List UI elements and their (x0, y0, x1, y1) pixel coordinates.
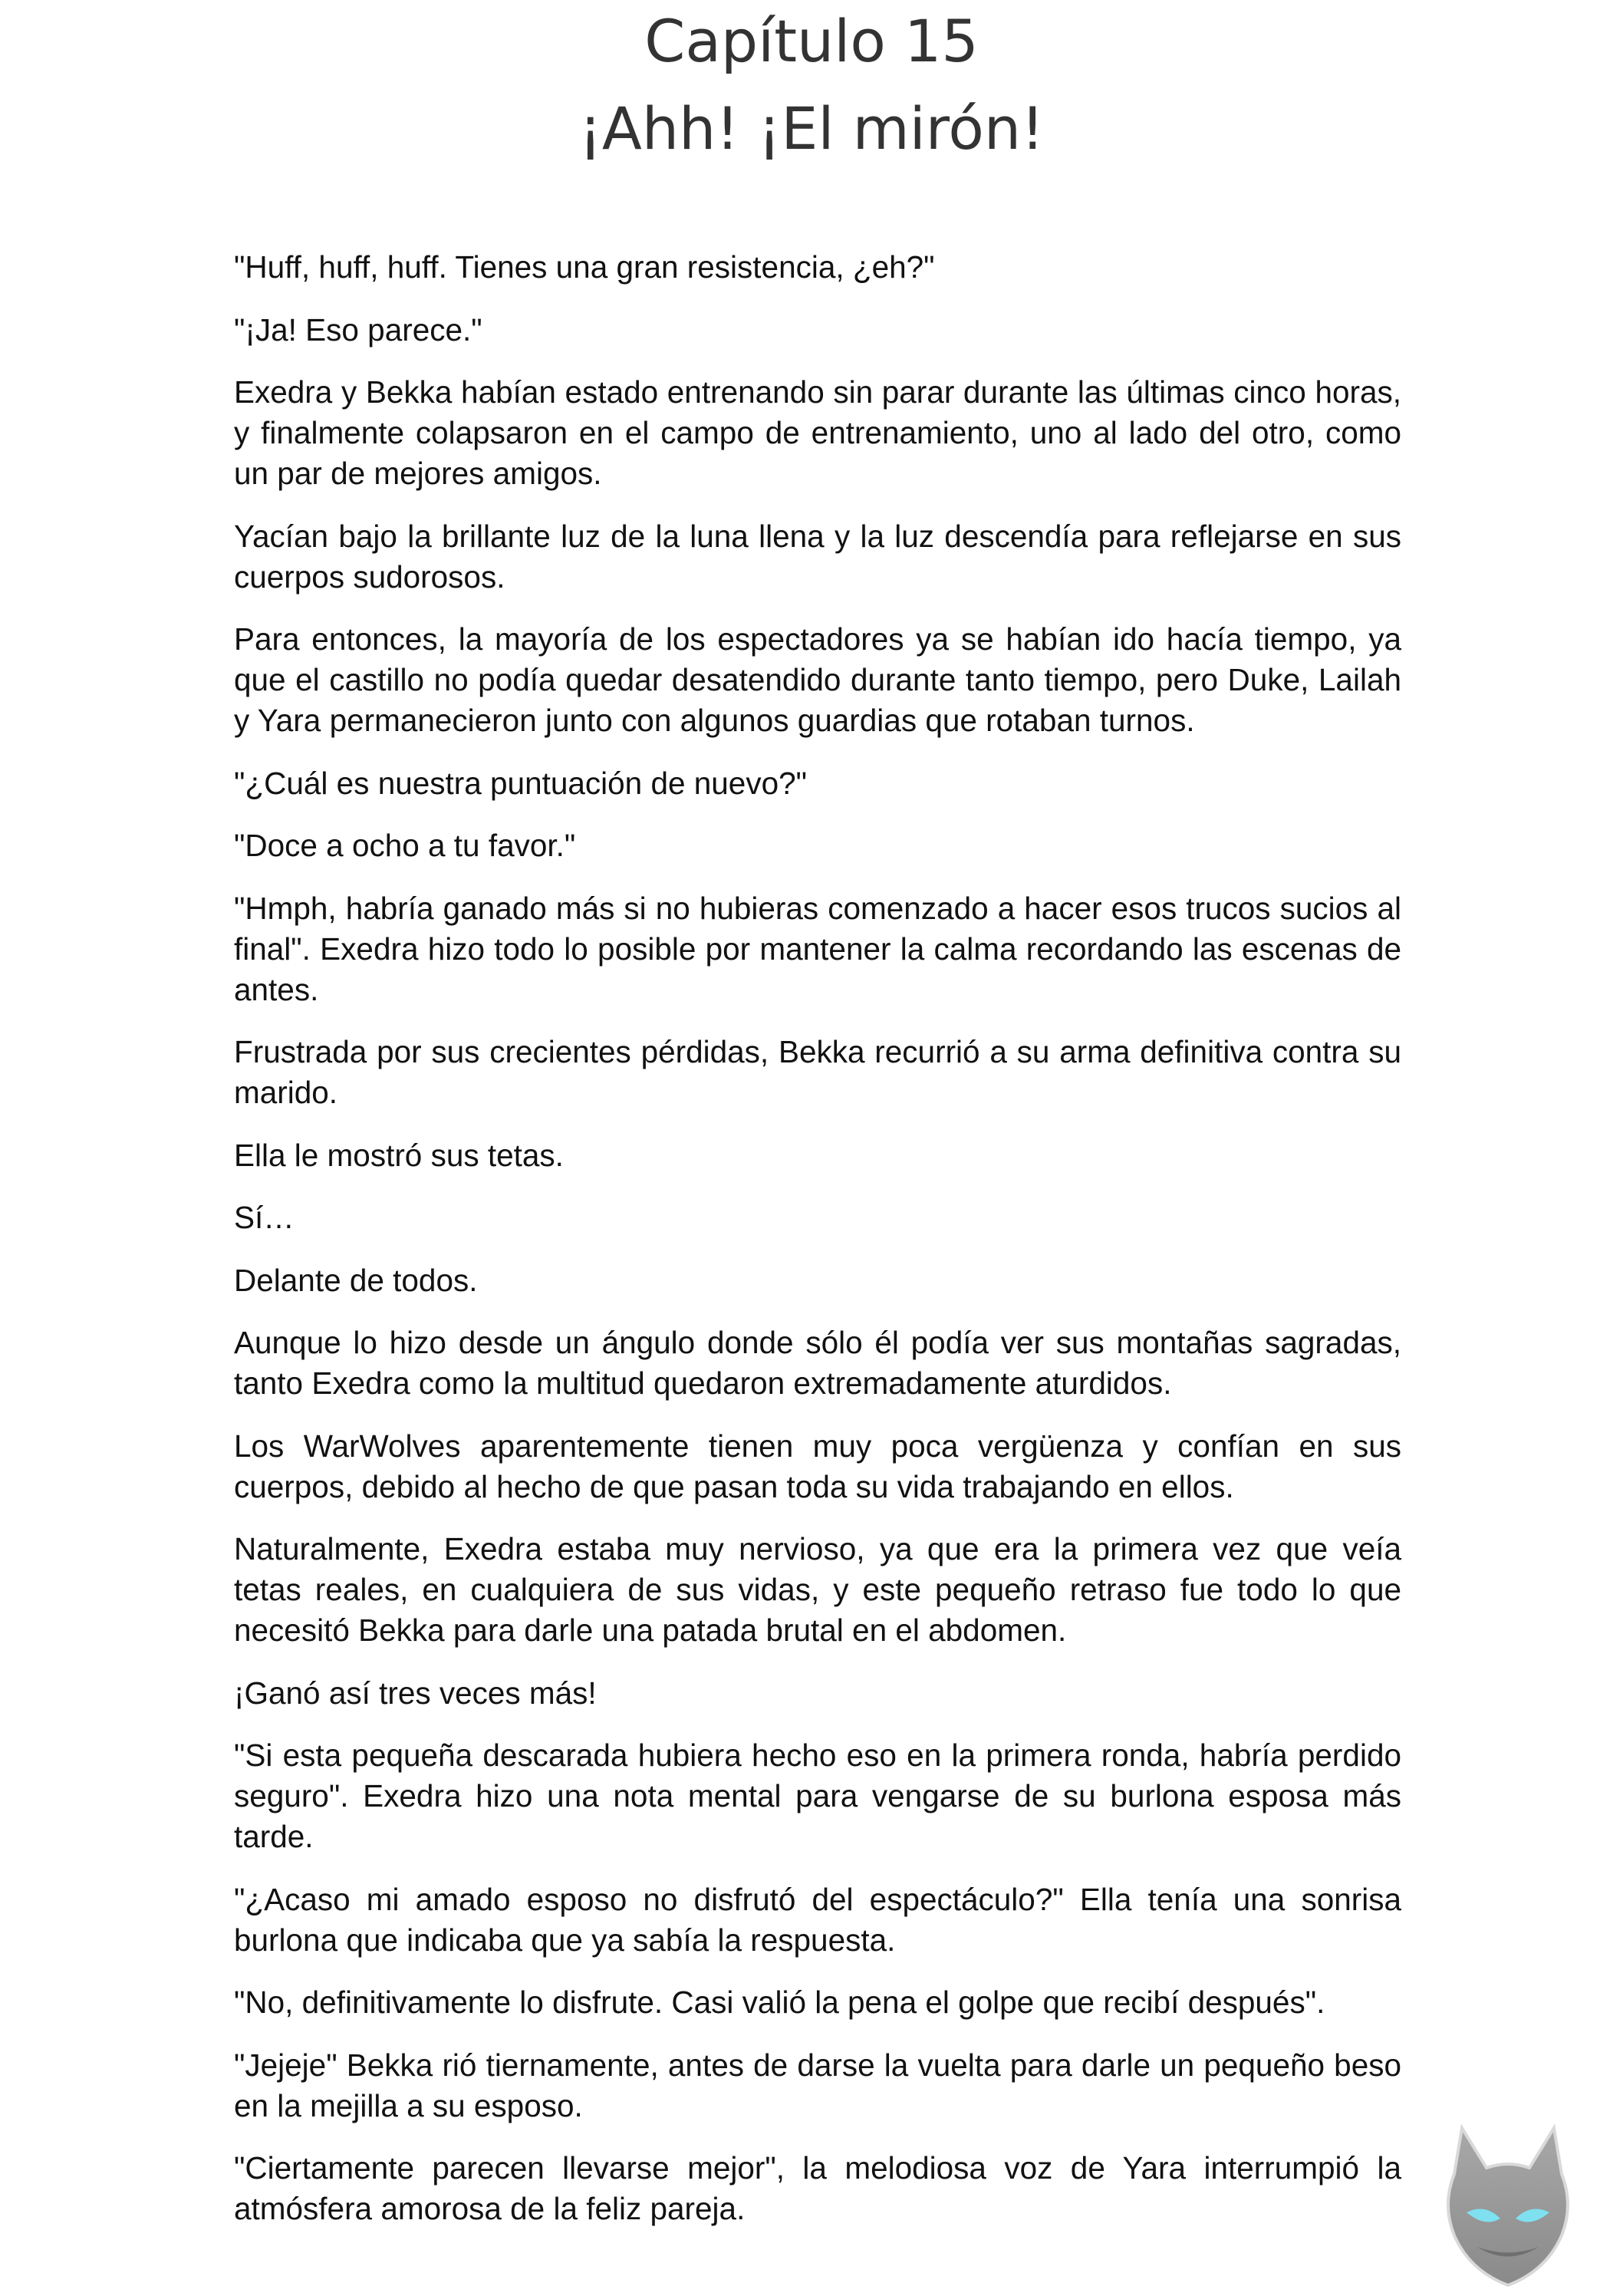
paragraph: "Ciertamente parecen llevarse mejor", la melodiosa voz de Yara interrumpió la atmósfera amorosa de la feliz pareja. (234, 2150, 1401, 2226)
paragraph: "¿Acaso mi amado esposo no disfrutó del espectáculo?" Ella tenía una sonrisa burlona que indicaba que ya sabía la respuesta. (234, 1881, 1401, 1958)
paragraph: "¡Ja! Eso parece." (234, 311, 482, 348)
paragraph: ¡Ganó así tres veces más! (234, 1675, 597, 1711)
paragraph: Yacían bajo la brillante luz de la luna llena y la luz descendía para reflejarse en sus cuerpos sudorosos. (234, 518, 1401, 595)
paragraph: Ella le mostró sus tetas. (234, 1137, 564, 1173)
paragraph: "¿Cuál es nuestra puntuación de nuevo?" (234, 765, 807, 801)
paragraph: Frustrada por sus crecientes pérdidas, Bekka recurrió a su arma definitiva contra su marido. (234, 1034, 1401, 1110)
paragraph: Aunque lo hizo desde un ángulo donde sólo él podía ver sus montañas sagradas, tanto Exedra como la multitud quedaron extremadamente aturdidos. (234, 1325, 1401, 1401)
paragraph: "No, definitivamente lo disfrute. Casi valió la pena el golpe que recibí después". (234, 1985, 1325, 2020)
paragraph: Delante de todos. (234, 1262, 478, 1298)
paragraph: "Jejeje" Bekka rió tiernamente, antes de darse la vuelta para darle un pequeño beso en la mejilla a su esposo. (234, 2047, 1401, 2123)
paragraph: Naturalmente, Exedra estaba muy nervioso, ya que era la primera vez que veía tetas reales, en cualquiera de sus vidas, y este pequeño retraso fue todo lo que necesitó Bekka para darle una patada brutal en el abdomen. (234, 1531, 1401, 1648)
paragraph: Exedra y Bekka habían estado entrenando sin parar durante las últimas cinco horas, y finalmente colapsaron en el campo de entrenamiento, uno al lado del otro, como un par de mejores amigos. (234, 374, 1401, 491)
paragraph: "Huff, huff, huff. Tienes una gran resistencia, ¿eh?" (234, 249, 935, 285)
paragraph: Para entonces, la mayoría de los espectadores ya se habían ido hacía tiempo, ya que el castillo no podía quedar desatendido durante tanto tiempo, pero Duke, Lailah y Yara permanecieron junto con algunos guardias que rotaban turnos. (234, 621, 1401, 738)
paragraph: Los WarWolves aparentemente tienen muy poca vergüenza y confían en sus cuerpos, debido al hecho de que pasan toda su vida trabajando en ellos. (234, 1428, 1401, 1504)
paragraph: "Doce a ocho a tu favor." (234, 828, 576, 863)
chapter-title: ¡Ahh! ¡El mirón! (578, 94, 1045, 163)
chapter-body (234, 247, 1401, 2252)
paragraph: Sí… (234, 1200, 295, 1235)
paragraph: "Hmph, habría ganado más si no hubieras comenzado a hacer esos trucos sucios al final". Exedra hizo todo lo posible por mantener la calma recordando las escenas de antes. (234, 890, 1401, 1007)
paragraph: "Si esta pequeña descarada hubiera hecho eso en la primera ronda, habría perdido seguro". Exedra hizo una nota mental para vengarse de su burlona esposa más tarde. (234, 1738, 1401, 1854)
chapter-number: Capítulo 15 (644, 7, 979, 75)
demon-head-logo-icon (1439, 2120, 1577, 2289)
